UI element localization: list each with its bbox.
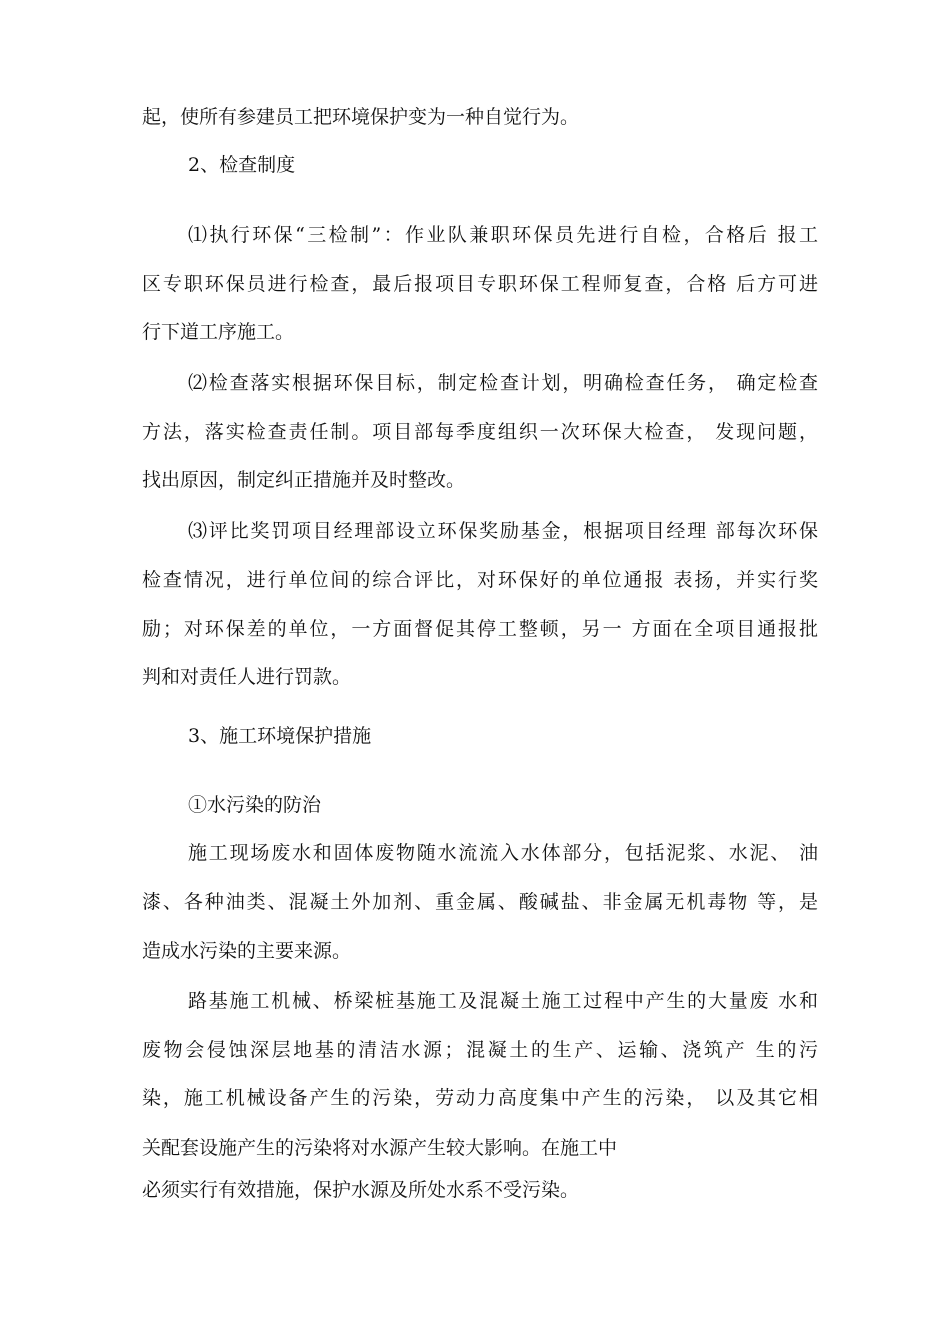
section-heading: 3、施工环境保护措施 [188, 725, 372, 747]
paragraph-line: 必须实行有效措施，保护水源及所处水系不受污染。 [142, 1179, 580, 1201]
paragraph-line: ⑴执行环保“三检制”：作业队兼职环保员先进行自检，合格后 报工 [188, 224, 818, 246]
paragraph-line: 找出原因，制定纠正措施并及时整改。 [142, 469, 466, 491]
paragraph-line: ⑵检查落实根据环保目标，制定检查计划，明确检查任务， 确定检查 [188, 372, 818, 394]
paragraph-line: 漆、各种油类、混凝土外加剂、重金属、酸碱盐、非金属无机毒物 等，是 [142, 891, 818, 913]
paragraph-line: 检查情况，进行单位间的综合评比，对环保好的单位通报 表扬，并实行奖 [142, 569, 818, 591]
paragraph-line: 判和对责任人进行罚款。 [142, 666, 352, 688]
subsection-heading: ①水污染的防治 [188, 794, 322, 816]
paragraph-line: ⑶评比奖罚项目经理部设立环保奖励基金，根据项目经理 部每次环保 [188, 520, 818, 542]
paragraph-line: 施工现场废水和固体废物随水流流入水体部分，包括泥浆、水泥、 油 [188, 842, 818, 864]
paragraph-line: 励；对环保差的单位，一方面督促其停工整顿，另一 方面在全项目通报批 [142, 618, 818, 640]
paragraph-line: 染，施工机械设备产生的污染，劳动力高度集中产生的污染， 以及其它相 [142, 1087, 818, 1109]
paragraph-line: 废物会侵蚀深层地基的清洁水源；混凝土的生产、运输、浇筑产 生的污 [142, 1039, 818, 1061]
paragraph-line: 关配套设施产生的污染将对水源产生较大影响。在施工中 [142, 1137, 618, 1159]
section-heading: 2、检查制度 [188, 154, 296, 176]
paragraph-line: 造成水污染的主要来源。 [142, 940, 352, 962]
paragraph-line: 起，使所有参建员工把环境保护变为一种自觉行为。 [142, 106, 580, 128]
paragraph-line: 方法，落实检查责任制。项目部每季度组织一次环保大检查， 发现问题， [142, 421, 818, 443]
paragraph-line: 行下道工序施工。 [142, 321, 295, 343]
paragraph-line: 区专职环保员进行检查，最后报项目专职环保工程师复查，合格 后方可进 [142, 273, 818, 295]
paragraph-line: 路基施工机械、桥梁桩基施工及混凝土施工过程中产生的大量废 水和 [188, 990, 818, 1012]
